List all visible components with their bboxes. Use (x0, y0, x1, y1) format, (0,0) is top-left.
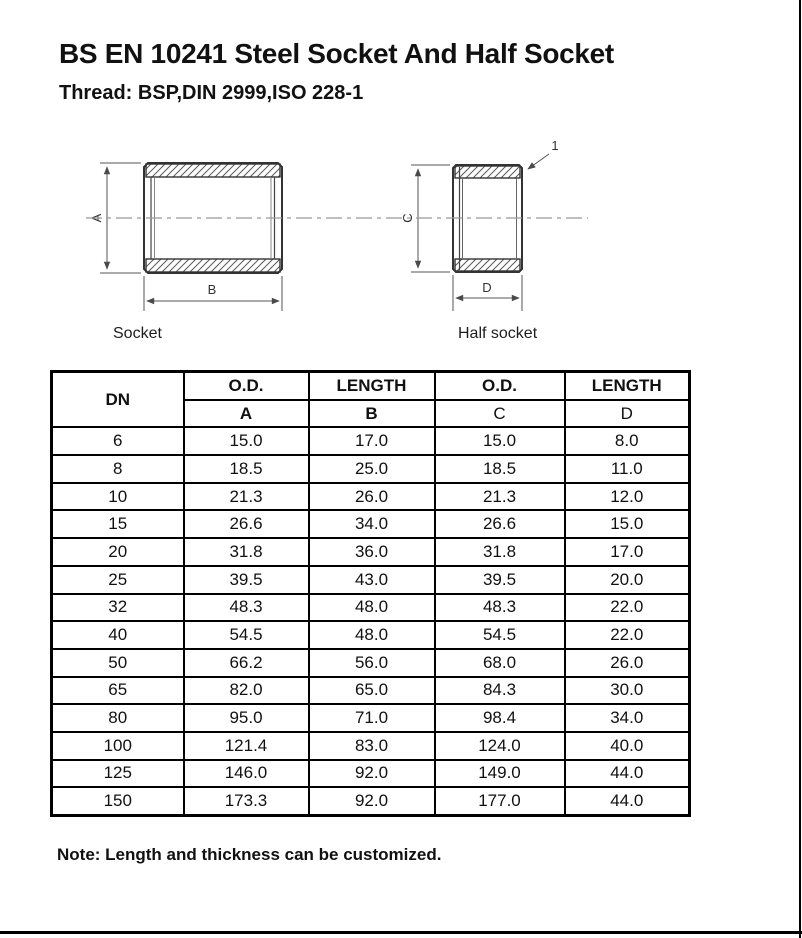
table-cell: 22.0 (565, 594, 690, 622)
col-subheader-b: B (309, 400, 435, 428)
page-title: BS EN 10241 Steel Socket And Half Socket (59, 38, 614, 69)
page-right-edge-line (799, 0, 801, 938)
table-cell: 65 (52, 677, 184, 705)
table-cell: 8 (52, 455, 184, 483)
col-header-od-a: O.D. (184, 372, 309, 400)
table-cell: 21.3 (184, 483, 309, 511)
table-cell: 121.4 (184, 732, 309, 760)
table-cell: 6 (52, 427, 184, 455)
table-cell: 124.0 (435, 732, 565, 760)
table-row (52, 649, 690, 677)
table-cell: 11.0 (565, 455, 690, 483)
table-cell: 68.0 (435, 649, 565, 677)
table-cell: 15.0 (435, 427, 565, 455)
dim-a-label: A (89, 213, 104, 223)
table-cell: 21.3 (435, 483, 565, 511)
table-cell: 31.8 (184, 538, 309, 566)
table-cell: 50 (52, 649, 184, 677)
table-row (52, 455, 690, 483)
socket-caption: Socket (113, 325, 162, 342)
table-cell: 36.0 (309, 538, 435, 566)
table-cell: 84.3 (435, 677, 565, 705)
table-cell: 32 (52, 594, 184, 622)
table-cell: 26.6 (184, 510, 309, 538)
col-header-od-c: O.D. (435, 372, 565, 400)
table-cell: 10 (52, 483, 184, 511)
table-cell: 95.0 (184, 704, 309, 732)
table-cell: 18.5 (435, 455, 565, 483)
table-cell: 34.0 (309, 510, 435, 538)
col-subheader-a: A (184, 400, 309, 428)
table-cell: 43.0 (309, 566, 435, 594)
half-socket-figure (400, 138, 559, 311)
dim-c-label: C (400, 213, 415, 223)
table-cell: 66.2 (184, 649, 309, 677)
table-header (52, 372, 690, 428)
table-cell: 44.0 (565, 787, 690, 815)
table-cell: 34.0 (565, 704, 690, 732)
table-cell: 150 (52, 787, 184, 815)
table-row (52, 566, 690, 594)
dim-b-label: B (207, 282, 217, 297)
table-cell: 149.0 (435, 760, 565, 788)
table-cell: 39.5 (184, 566, 309, 594)
table-cell: 20.0 (565, 566, 690, 594)
table-cell: 40 (52, 621, 184, 649)
table-cell: 125 (52, 760, 184, 788)
table-cell: 31.8 (435, 538, 565, 566)
table-cell: 15.0 (184, 427, 309, 455)
table-cell: 26.6 (435, 510, 565, 538)
table-cell: 80 (52, 704, 184, 732)
table-body (52, 427, 690, 815)
callout-1-leader-line (528, 154, 549, 169)
socket-figure (89, 163, 282, 311)
table-row (52, 732, 690, 760)
table-cell: 54.5 (435, 621, 565, 649)
half-socket-top-wall-hatch (455, 166, 520, 178)
table-cell: 15.0 (565, 510, 690, 538)
table-cell: 17.0 (565, 538, 690, 566)
table-row (52, 760, 690, 788)
socket-top-wall-hatch (146, 164, 280, 177)
callout-1-label: 1 (551, 138, 559, 153)
half-socket-caption: Half socket (458, 325, 538, 342)
table-cell: 26.0 (309, 483, 435, 511)
table-cell: 20 (52, 538, 184, 566)
table-cell: 15 (52, 510, 184, 538)
table-cell: 40.0 (565, 732, 690, 760)
table-cell: 17.0 (309, 427, 435, 455)
table-cell: 48.0 (309, 594, 435, 622)
table-row (52, 427, 690, 455)
table-cell: 177.0 (435, 787, 565, 815)
col-header-length-b: LENGTH (309, 372, 435, 400)
table-cell: 25 (52, 566, 184, 594)
thread-subtitle: Thread: BSP,DIN 2999,ISO 228-1 (59, 82, 364, 104)
socket-bottom-wall-hatch (146, 259, 280, 272)
col-header-length-d: LENGTH (565, 372, 690, 400)
table-cell: 18.5 (184, 455, 309, 483)
table-cell: 173.3 (184, 787, 309, 815)
table-cell: 48.3 (184, 594, 309, 622)
table-cell: 83.0 (309, 732, 435, 760)
table-row (52, 538, 690, 566)
table-cell: 30.0 (565, 677, 690, 705)
table-cell: 8.0 (565, 427, 690, 455)
table-cell: 48.3 (435, 594, 565, 622)
table-cell: 22.0 (565, 621, 690, 649)
dim-d-label: D (482, 280, 492, 295)
table-cell: 82.0 (184, 677, 309, 705)
table-cell: 25.0 (309, 455, 435, 483)
table-row (52, 704, 690, 732)
table-cell: 26.0 (565, 649, 690, 677)
half-socket-bottom-wall-hatch (455, 259, 520, 271)
col-header-dn: DN (52, 372, 184, 428)
table-row (52, 594, 690, 622)
table-cell: 12.0 (565, 483, 690, 511)
table-cell: 48.0 (309, 621, 435, 649)
header-row-1 (52, 372, 690, 400)
technical-drawing (0, 0, 802, 360)
table-row (52, 621, 690, 649)
table-row (52, 787, 690, 815)
table-cell: 98.4 (435, 704, 565, 732)
col-subheader-d: D (565, 400, 690, 428)
table-cell: 146.0 (184, 760, 309, 788)
table-cell: 100 (52, 732, 184, 760)
table-cell: 92.0 (309, 760, 435, 788)
table-cell: 54.5 (184, 621, 309, 649)
table-cell: 65.0 (309, 677, 435, 705)
table-row (52, 510, 690, 538)
table-cell: 56.0 (309, 649, 435, 677)
table-row (52, 483, 690, 511)
table-cell: 92.0 (309, 787, 435, 815)
dimension-table (50, 370, 691, 817)
table-cell: 71.0 (309, 704, 435, 732)
table-cell: 44.0 (565, 760, 690, 788)
table-row (52, 677, 690, 705)
table-cell: 39.5 (435, 566, 565, 594)
page-bottom-edge-line (0, 931, 802, 934)
customization-note: Note: Length and thickness can be customized. (57, 845, 442, 864)
col-subheader-c: C (435, 400, 565, 428)
